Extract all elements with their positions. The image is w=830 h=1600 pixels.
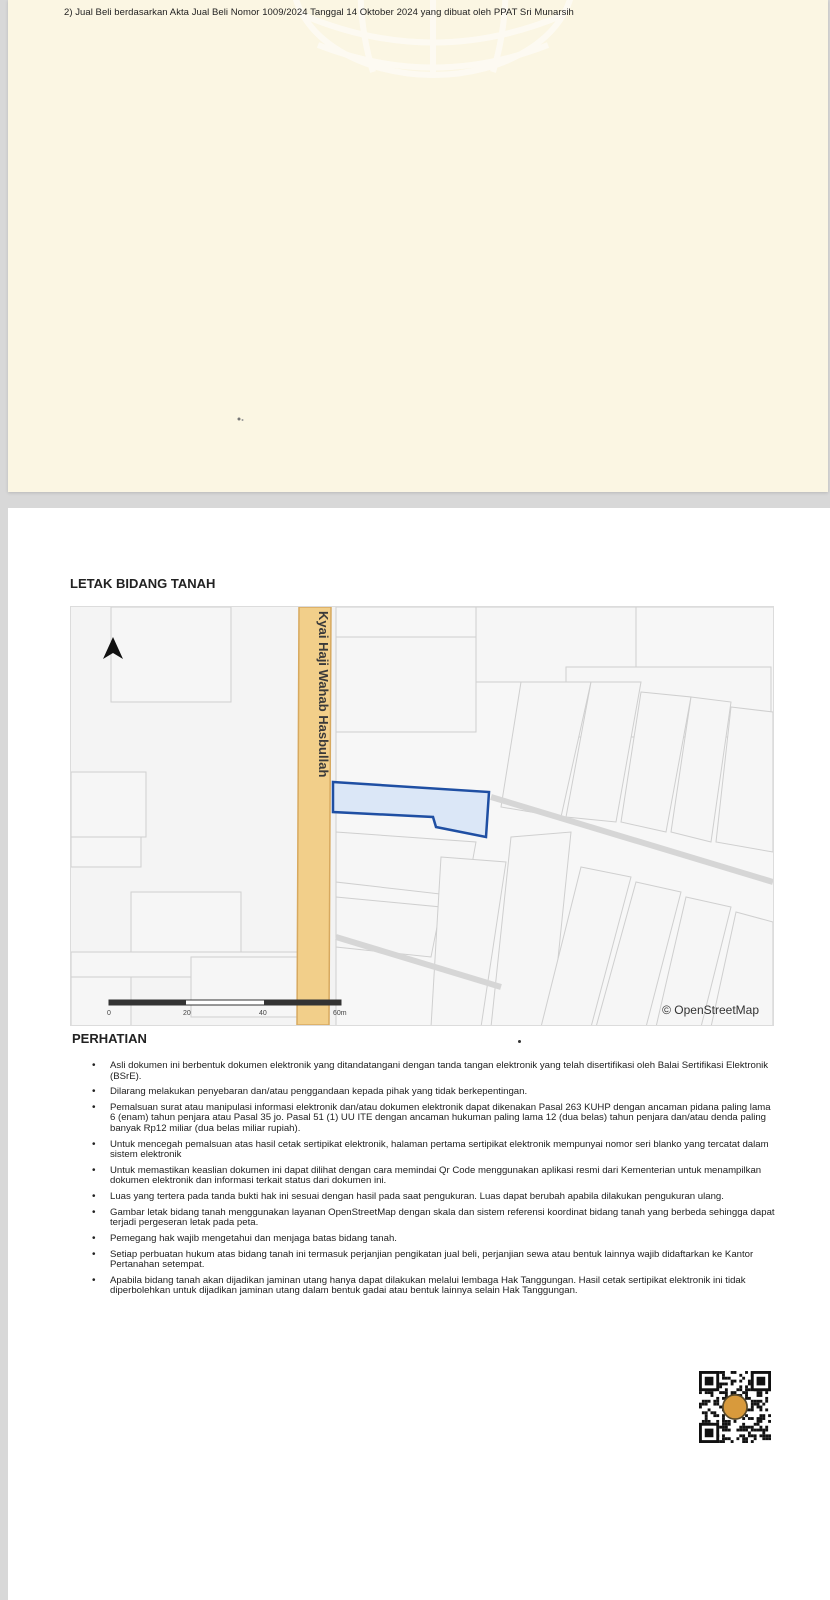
list-item: • Dilarang melakukan penyebaran dan/atau penggandaan kepada pihak yang tidak berkepentingan.	[92, 1086, 528, 1098]
stray-dot	[518, 1040, 521, 1043]
scale-label-40: 40	[259, 1010, 267, 1017]
section-title-notice: PERHATIAN	[72, 1031, 147, 1046]
transaction-note: 2) Jual Beli berdasarkan Akta Jual Beli Nomor 1009/2024 Tanggal 14 Oktober 2024 yang dibuat oleh PPAT Sri Munarsih	[64, 7, 574, 18]
list-item: • Setiap perbuatan hukum atas bidang tanah ini termasuk perjanjian pengikatan jual beli, perjanjian sewa atau bentuk lainnya wajib didaftarkan ke Kantor Pertanahan setempat.	[92, 1248, 754, 1270]
bullet-icon: •	[92, 1164, 96, 1176]
list-item: • Pemegang hak wajib mengetahui dan menjaga batas bidang tanah.	[92, 1232, 397, 1244]
list-item: • Luas yang tertera pada tanda bukti hak ini sesuai dengan hasil pada saat pengukuran. Luas dapat berubah apabila dilakukan pengukuran ulang.	[92, 1190, 724, 1202]
bullet-icon: •	[92, 1060, 96, 1071]
bullet-icon: •	[92, 1206, 96, 1218]
scale-label-60m: 60m	[333, 1010, 347, 1017]
document-page-2	[8, 508, 830, 1600]
list-item: • Asli dokumen ini berbentuk dokumen elektronik yang ditandatangani dengan tanda tangan elektronik yang telah disertifikasi oleh Balai Sertifikasi Elektronik (BSrE).	[92, 1060, 769, 1082]
map-canvas	[71, 607, 773, 1025]
bullet-icon: •	[92, 1101, 96, 1113]
list-item: • Pemalsuan surat atau manipulasi informasi elektronik dan/atau dokumen elektronik dapat dikenakan Pasal 263 KUHP dengan ancaman pidana paling lama 6 (enam) tahun penjara atau Pasal 35 jo. Pasal 51 (1) UU ITE dengan ancaman hukuman paling lama 12 (dua belas) tahun penjara dan/atau denda paling banyak Rp12 miliar (dua belas miliar rupiah).	[92, 1101, 771, 1134]
map-attribution[interactable]: © OpenStreetMap	[662, 1003, 759, 1017]
bullet-icon: •	[92, 1274, 96, 1286]
list-item: • Gambar letak bidang tanah menggunakan layanan OpenStreetMap dengan skala dan sistem referensi koordinat bidang tanah yang berbeda sehingga dapat terjadi pergeseran letak pada peta.	[92, 1206, 775, 1229]
document-page-1	[8, 0, 828, 492]
road-label: Kyai Haji Wahab Hasbullah	[316, 611, 331, 778]
list-item: • Untuk memastikan keaslian dokumen ini dapat dilihat dengan cara memindai Qr Code menggunakan aplikasi resmi dari Kementerian untuk menampilkan dokumen elektronik dan informasi terkait status dari dokumen ini.	[92, 1164, 762, 1187]
scale-bar	[109, 1000, 341, 1005]
scale-label-0: 0	[107, 1010, 111, 1017]
bullet-icon: •	[92, 1232, 96, 1244]
scale-label-20: 20	[183, 1010, 191, 1017]
list-item: • Apabila bidang tanah akan dijadikan jaminan utang hanya dapat dilakukan melalui lembaga Hak Tanggungan. Hasil cetak sertipikat elektronik ini tidak diperbolehkan untuk dijadikan jaminan utang dalam bentuk gadai atau bentuk lainnya selain Hak Tanggungan.	[92, 1274, 746, 1297]
section-title-location: LETAK BIDANG TANAH	[70, 576, 216, 591]
paper-speck	[236, 417, 245, 422]
bullet-icon: •	[92, 1086, 96, 1098]
bullet-icon: •	[92, 1248, 96, 1260]
list-item: • Untuk mencegah pemalsuan atas hasil cetak sertipikat elektronik, halaman pertama sertipikat elektronik mempunyai nomor seri blanko yang tercatat dalam sistem elektronik	[92, 1138, 769, 1161]
notice-list	[76, 1061, 776, 1302]
parcel-location-map[interactable]	[70, 606, 774, 1026]
qr-code-icon[interactable]	[699, 1371, 771, 1443]
bullet-icon: •	[92, 1190, 96, 1202]
bullet-icon: •	[92, 1138, 96, 1150]
